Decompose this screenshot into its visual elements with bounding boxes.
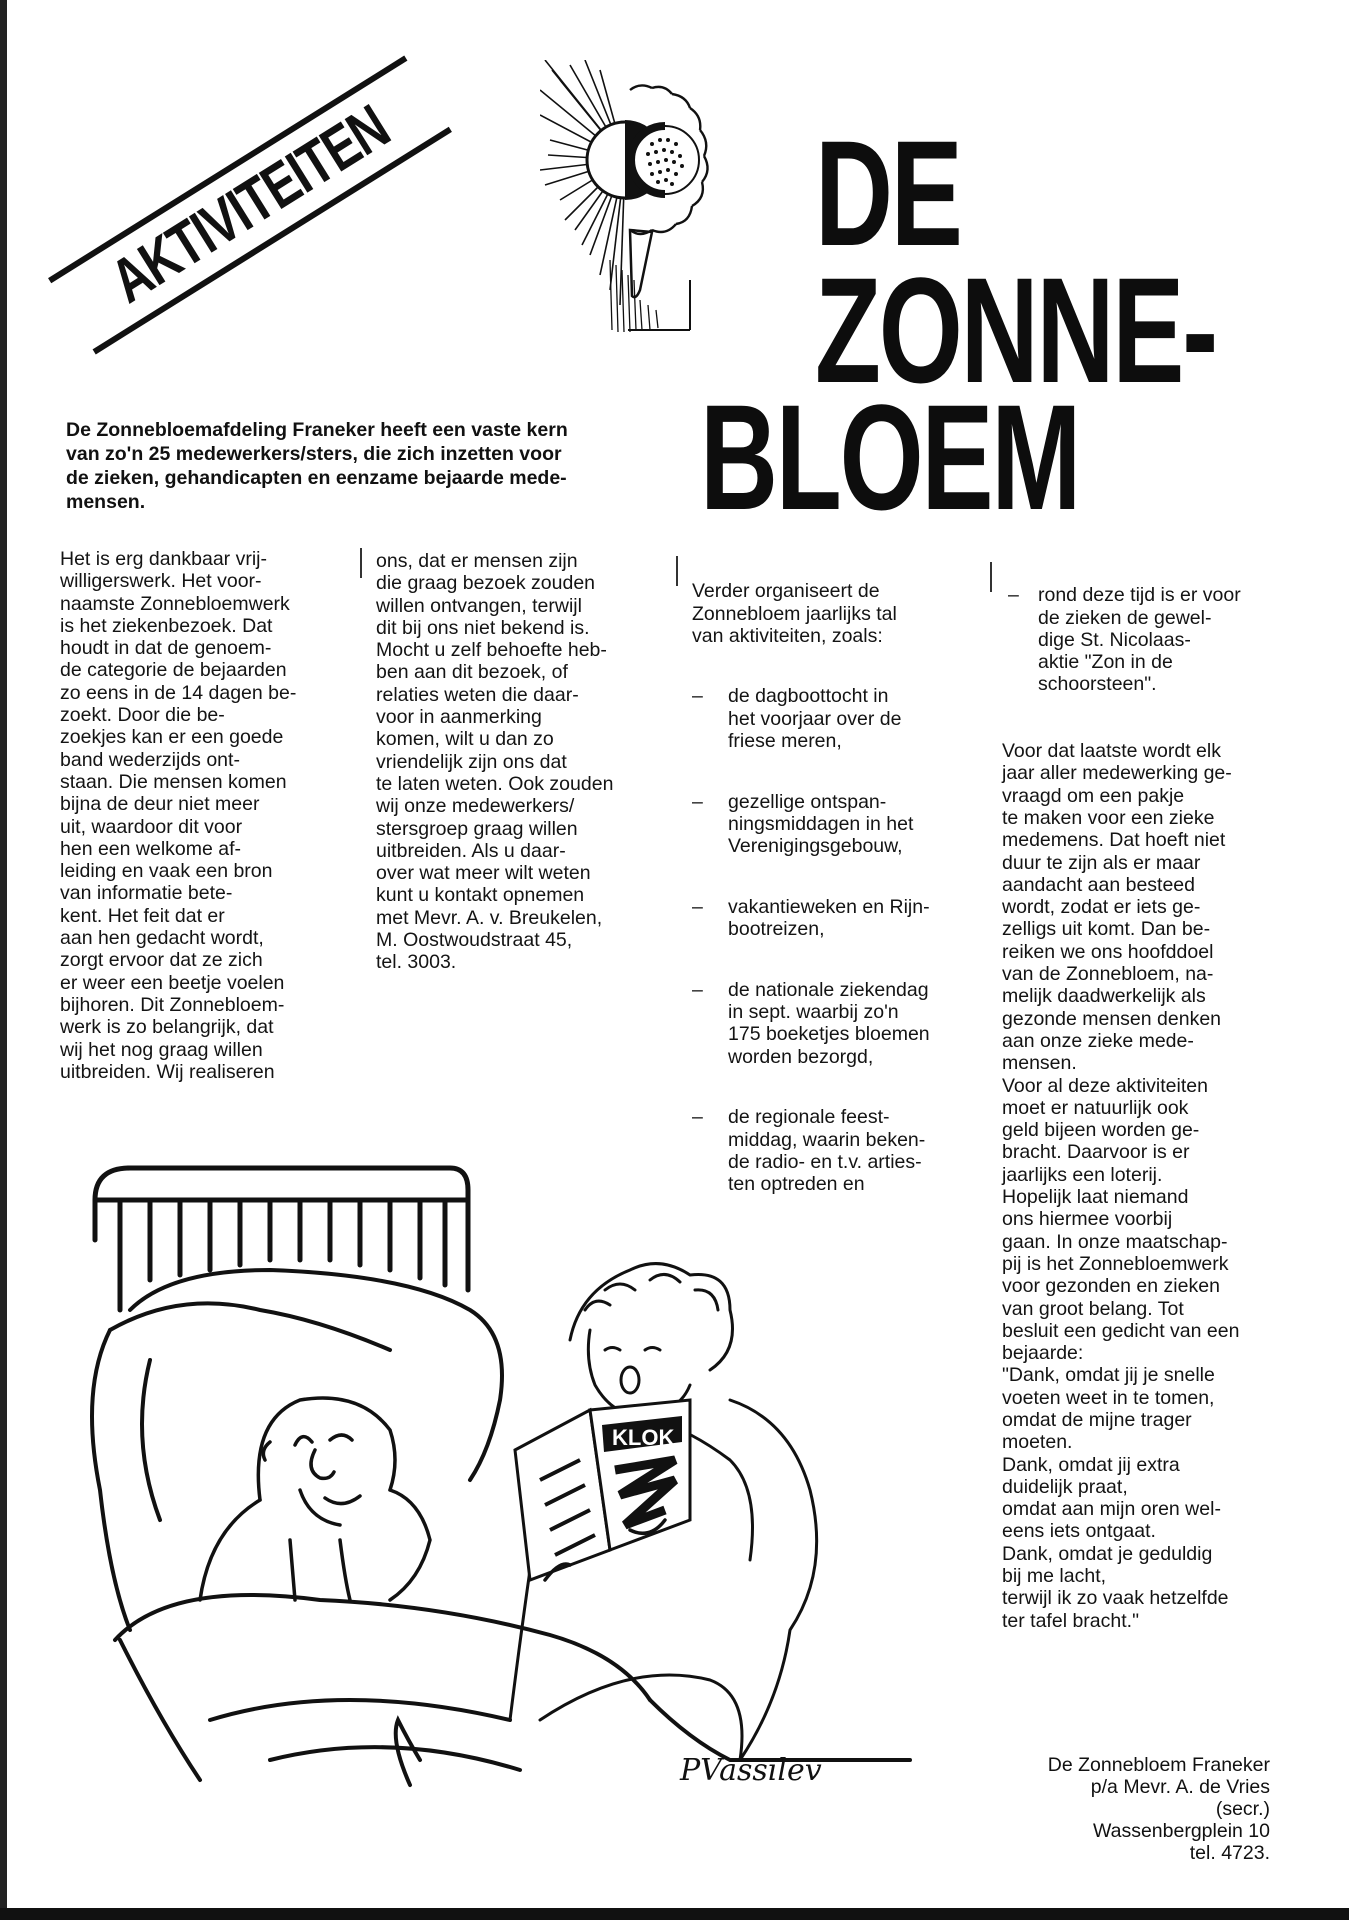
list-item: – rond deze tijd is er voor de zieken de gewel- dige St. Nicolaas- aktie "Zon in de schoorsteen". [1008, 584, 1241, 696]
section-banner [48, 56, 452, 355]
banner-label: AKTIVITEITEN [99, 92, 401, 317]
page-bottom-bar [0, 1908, 1349, 1920]
title-line-1: DE [815, 109, 961, 277]
cartoon-artist-signature: PVassilev [680, 1753, 822, 1788]
contact-signature: De Zonnebloem Franeker p/a Mevr. A. de Vries (secr.) Wassenbergplein 10 tel. 4723. [1047, 1754, 1270, 1864]
column-3-lead: Verder organiseert de Zonnebloem jaarlijks tal van aktiviteiten, zoals: [692, 580, 897, 647]
intro-paragraph: De Zonnebloemafdeling Franeker heeft een vaste kern van zo'n 25 medewerkers/sters, die zich inzetten voor de zieken, gehandicapten en eenzame bejaarde mede- mensen. [66, 419, 568, 513]
list-item: – de dagboottocht in het voorjaar over de friese meren, [692, 685, 902, 753]
cartoon-magazine-title: KLOK [612, 1425, 675, 1450]
page-edge [0, 0, 7, 1920]
article-column-3 [692, 558, 992, 1218]
article-column-1: Het is erg dankbaar vrij- willigerswerk. Het voor- naamste Zonnebloemwerk is het ziekenbezoek. Dat houdt in dat de genoem- de categorie de bejaarden zo eens in de 14 dagen be- zoekt. Door die be- zoekjes kan er een goede band wederzijds ont- staan. Die mensen komen bijna de deur niet meer uit, waardoor dit voor hen een welkome af- leiding en vaak een bron van informatie bete- kent. Het feit dat er aan hen gedacht wordt, zorgt ervoor dat ze zich er weer een beetje voelen bijhoren. Dit Zonnebloem- werk is zo belangrijk, dat wij het nog graag willen uitbreiden. Wij realiseren [60, 548, 297, 1083]
list-item: – vakantieweken en Rijn- bootreizen, [692, 895, 930, 941]
title-line-2: ZONNE- [815, 246, 1217, 414]
column-rule-2 [360, 548, 362, 578]
list-item: – gezellige ontspan- ningsmiddagen in het Verenigingsgebouw, [692, 790, 914, 858]
list-item: – de nationale ziekendag in sept. waarbij zo'n 175 boeketjes bloemen worden bezorgd, [692, 978, 930, 1068]
column-4-body: Voor dat laatste wordt elk jaar aller medewerking ge- vraagd om een pakje te maken voor een zieke medemens. Dat hoeft niet duur te zijn als er maar aandacht aan besteed wordt, zodat er iets ge- zelligs uit komt. Dan be- reiken we ons hoofddoel van de Zonnebloem, na- melijk daadwerkelijk als gezonde mensen denken aan onze zieke mede- mensen. Voor al deze aktiviteiten moet er natuurlijk ook geld bijeen worden ge- bracht. Daarvoor is er jaarlijks een loterij. Hopelijk laat niemand ons hiermee voorbij gaan. In onze maatschap- pij is het Zonnebloemwerk voor gezonden en zieken van groot belang. Tot besluit een gedicht van een bejaarde: "Dank, omdat jij je snelle voeten weet in te tomen, omdat de mijne trager moeten. Dank, omdat jij extra duidelijk praat, omdat aan mijn oren wel- eens iets ontgaat. Dank, omdat je geduldig bij me lacht, terwijl ik zo vaak hetzelfde ter tafel bracht." [1002, 740, 1240, 1632]
list-item: – de regionale feest- middag, waarin beken- de radio- en t.v. arties- ten optreden en [692, 1106, 926, 1196]
page-footer [1168, 1891, 1246, 1910]
sunflower-logo [540, 60, 770, 340]
column-rule-4 [990, 562, 992, 592]
title-line-3: BLOEM [700, 373, 1080, 541]
column-rule-3 [676, 556, 678, 586]
footer-publication: De Klok 9 - [1168, 1894, 1233, 1909]
article-column-2: ons, dat er mensen zijn die graag bezoek zouden willen ontvangen, terwijl dit bij ons niet bekend is. Mocht u zelf behoefte heb- ben aan dit bezoek, of relaties weten die daar- voor in aanmerking komen, wilt u dan zo vriendelijk zijn ons dat te laten weten. Ook zouden wij onze medewerkers/ stersgroep graag willen uitbreiden. Als u daar- over wat meer wilt weten kunt u kontakt opnemen met Mevr. A. v. Breukelen, M. Oostwoudstraat 45, tel. 3003. [376, 550, 614, 974]
cartoon-illustration [90, 1160, 990, 1810]
article-column-4 [1002, 562, 1302, 1654]
footer-page-number: 3 [1235, 1891, 1246, 1910]
